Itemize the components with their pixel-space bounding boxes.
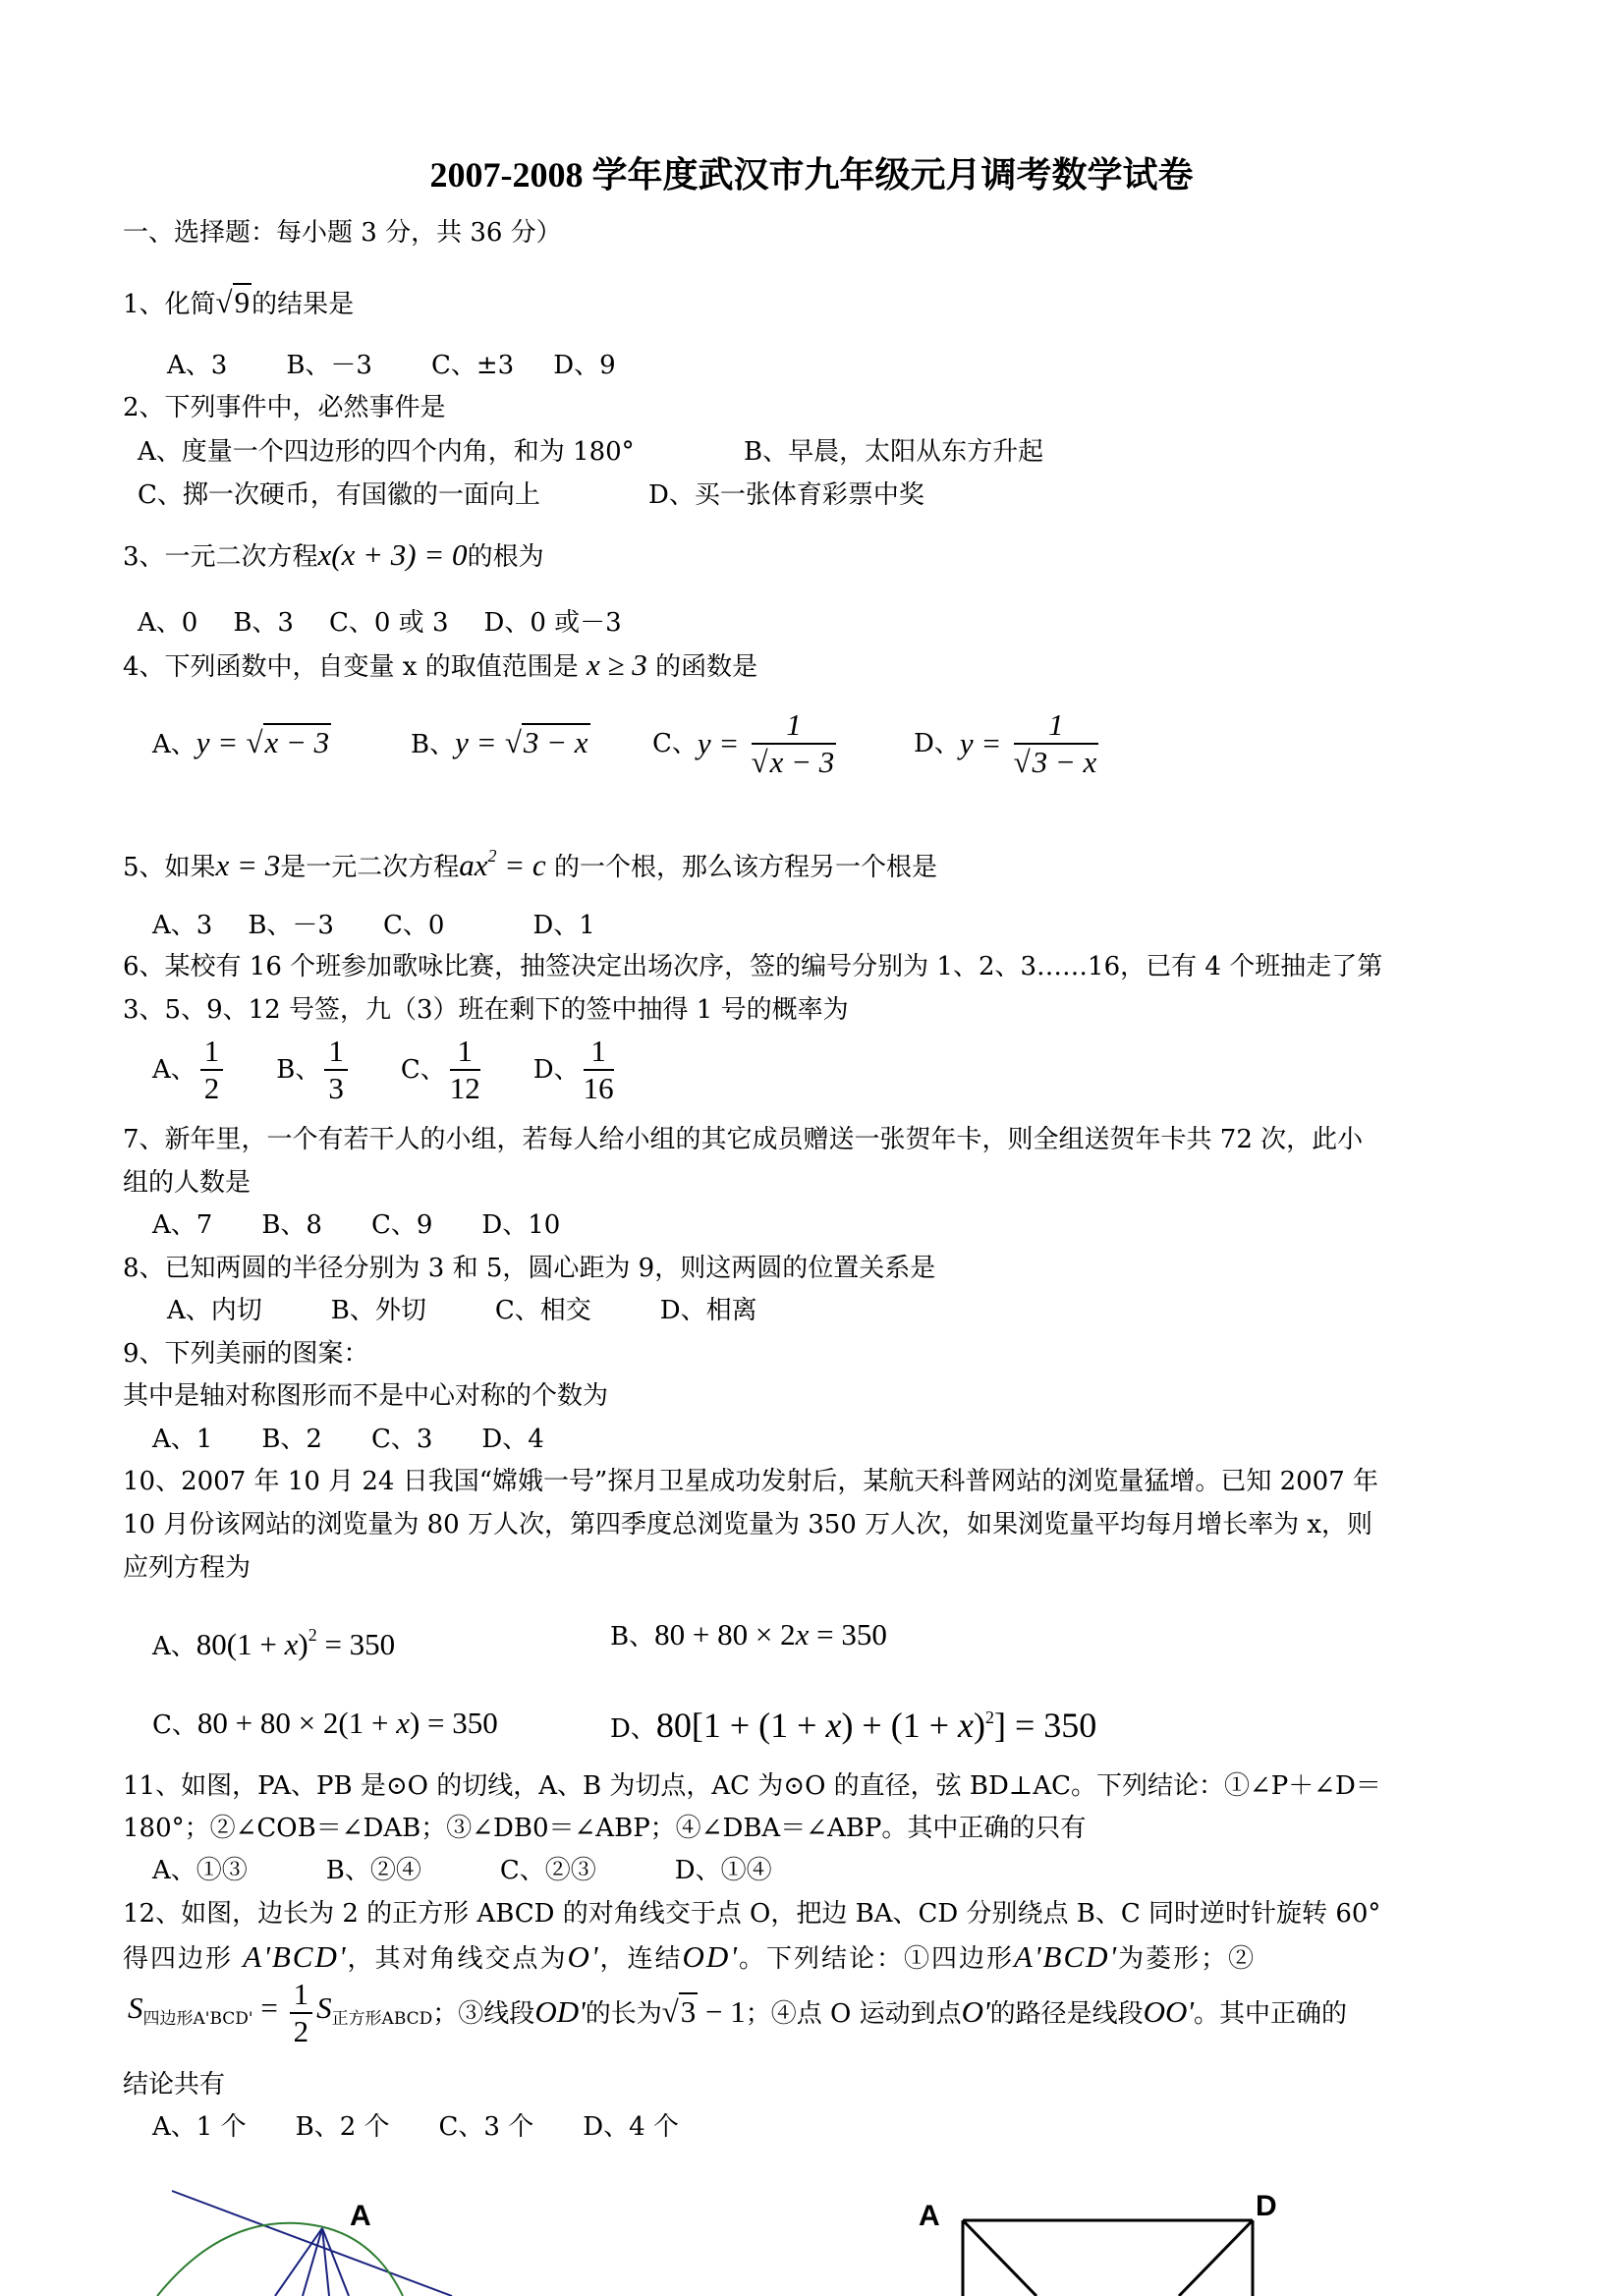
q12-line-3: $S_{四边形A'BCD'}$ = $\frac{1}{2}$ $S_{正方形ABCD}$；③线段OD'的长为√3 − 1；④点 O 运动到点O'的路径是线段OO'。其中正确的 bbox=[128, 1977, 1348, 2048]
q12-l3-s-1: S bbox=[128, 1989, 143, 2025]
q12-line-1: 12、如图，边长为 2 的正方形 ABCD 的对角线交于点 O，把边 BA、CD 分别绕点 B、C 同时逆时针旋转 60° bbox=[123, 1899, 1381, 1929]
q5-eq-exponent: 2 bbox=[487, 846, 497, 866]
q12-option-c: C、3 个 bbox=[438, 2112, 534, 2142]
q5-option-a: A、3 bbox=[152, 911, 213, 940]
q12-l2-point: O' bbox=[567, 1939, 600, 1974]
q6-option-c-label: C、 bbox=[400, 1055, 446, 1085]
q6-c-denominator: 12 bbox=[449, 1071, 480, 1105]
q5-option-d: D、1 bbox=[532, 911, 595, 940]
q6-c-numerator: 1 bbox=[450, 1034, 480, 1071]
q12-l2-c: ，连结 bbox=[599, 1944, 683, 1974]
q12-l3-e: 的路径是线段 bbox=[989, 1999, 1144, 2029]
q3-options bbox=[138, 605, 622, 641]
q9-line-1: 9、下列美丽的图案： bbox=[123, 1339, 369, 1369]
q5-eq-root: x = 3 bbox=[215, 848, 281, 882]
q1-stem-b: 的结果是 bbox=[252, 290, 355, 319]
q3-option-d: D、0 或－3 bbox=[483, 608, 622, 638]
q12-option-b: B、2 个 bbox=[295, 2112, 390, 2142]
q12-l3-radicand: 3 bbox=[680, 1994, 697, 2029]
q9-option-b: B、2 bbox=[261, 1425, 322, 1454]
q10-d-eq-1: 80[1 + (1 + bbox=[655, 1706, 826, 1745]
q12-l2-segment: OD' bbox=[682, 1939, 739, 1974]
q10-line-1: 10、2007 年 10 月 24 日我国“嫦娥一号”探月卫星成功发射后，某航天科普网站的浏览量猛增。已知 2007 年 bbox=[123, 1467, 1379, 1496]
q10-b-label: B、 bbox=[610, 1622, 655, 1652]
q2-option-a: A、度量一个四边形的四个内角，和为 180° bbox=[138, 437, 635, 467]
q4-c-lhs: y = bbox=[697, 726, 740, 760]
q6-a-denominator: 2 bbox=[203, 1071, 220, 1105]
q4-option-a: A、y = √x − 3 bbox=[152, 725, 330, 759]
question-4 bbox=[123, 647, 757, 685]
q12-l3-numerator: 1 bbox=[290, 1977, 313, 2014]
question-1: 1、化简√9的结果是 bbox=[123, 285, 355, 319]
question-8: 8、已知两圆的半径分别为 3 和 5，圆心距为 9，则这两圆的位置关系是 bbox=[123, 1254, 936, 1283]
q9-option-d: D、4 bbox=[481, 1425, 544, 1454]
q6-options bbox=[152, 1034, 618, 1106]
q4-d-label: D、 bbox=[914, 729, 960, 758]
q6-a-numerator: 1 bbox=[200, 1034, 224, 1071]
q12-l3-f: 。其中正确的 bbox=[1194, 1999, 1348, 2029]
q10-line-3: 应列方程为 bbox=[123, 1553, 252, 1583]
q4-d-lhs: y = bbox=[959, 726, 1002, 760]
q10-option-c bbox=[152, 1706, 498, 1743]
fig1-label-a: A bbox=[350, 2200, 371, 2232]
q5-stem-b: 是一元二次方程 bbox=[280, 853, 460, 882]
q12-options bbox=[152, 2109, 679, 2145]
q2-option-b: B、早晨，太阳从东方升起 bbox=[744, 437, 1044, 467]
q2-option-d: D、买一张体育彩票中奖 bbox=[648, 480, 924, 510]
question-3 bbox=[123, 537, 544, 575]
q9-line-2: 其中是轴对称图形而不是中心对称的个数为 bbox=[123, 1381, 609, 1411]
q1-option-c: C、±3 bbox=[430, 351, 515, 380]
q4-a-lhs: y = bbox=[196, 725, 239, 759]
q1-options bbox=[167, 348, 616, 383]
q4-c-numerator: 1 bbox=[752, 707, 837, 745]
q1-radicand: 9 bbox=[234, 285, 251, 319]
q7-options bbox=[152, 1207, 560, 1243]
q11-line-1: 11、如图，PA、PB 是⊙O 的切线，A、B 为切点，AC 为⊙O 的直径，弦 BD⊥AC。下列结论：①∠P＋∠D＝ bbox=[123, 1771, 1381, 1801]
q4-condition: x ≥ 3 bbox=[587, 647, 647, 682]
q3-equation: x(x + 3) = 0 bbox=[317, 537, 468, 572]
q12-l3-path: OO' bbox=[1143, 1994, 1195, 2029]
q10-option-a bbox=[152, 1617, 395, 1664]
q9-option-a: A、1 bbox=[152, 1425, 213, 1454]
q8-option-a: A、内切 bbox=[167, 1296, 262, 1325]
q4-b-label: B、 bbox=[411, 730, 456, 759]
question-2: 2、下列事件中，必然事件是 bbox=[123, 393, 446, 422]
q11-option-d: D、①④ bbox=[674, 1856, 772, 1885]
q12-l3-denominator: 2 bbox=[293, 2014, 309, 2048]
q12-l2-quad-1: A'BCD' bbox=[243, 1939, 348, 1974]
q8-option-d: D、相离 bbox=[659, 1296, 757, 1325]
q10-b-x: x bbox=[795, 1617, 810, 1652]
q12-l3-a: ；③线段 bbox=[432, 1999, 535, 2029]
q4-option-b: B、y = √3 − x bbox=[411, 725, 588, 759]
q4-a-radicand: x − 3 bbox=[264, 725, 330, 759]
q11-line-2: 180°；②∠COB＝∠DAB；③∠DB0＝∠ABP；④∠DBA＝∠ABP。其中正确的只有 bbox=[123, 1814, 1087, 1843]
q12-option-a: A、1 个 bbox=[152, 2112, 247, 2142]
q12-l2-b: ，其对角线交点为 bbox=[347, 1944, 568, 1974]
q8-option-c: C、相交 bbox=[494, 1296, 591, 1325]
q10-b-eq-1: 80 + 80 × 2 bbox=[654, 1617, 796, 1652]
q10-c-eq-1: 80 + 80 × 2(1 + bbox=[196, 1706, 397, 1740]
q1-option-b: B、－3 bbox=[286, 351, 372, 380]
q3-stem-a: 3、一元二次方程 bbox=[123, 542, 318, 572]
q10-d-x-2: x bbox=[958, 1706, 975, 1745]
q12-l3-b: 的长为 bbox=[585, 1999, 662, 2029]
q10-option-b bbox=[610, 1617, 887, 1654]
q12-l3-sub-1: 四边形A'BCD' bbox=[142, 2008, 253, 2029]
q12-line-4: 结论共有 bbox=[123, 2070, 226, 2100]
q3-stem-b: 的根为 bbox=[467, 542, 544, 572]
q12-l3-segment: OD' bbox=[534, 1994, 586, 2029]
q10-c-label: C、 bbox=[152, 1710, 197, 1740]
q11-option-b: B、②④ bbox=[325, 1856, 421, 1885]
page-title: 2007-2008 学年度武汉市九年级元月调考数学试卷 bbox=[429, 155, 1194, 195]
q8-options bbox=[167, 1293, 757, 1328]
q6-option-d-label: D、 bbox=[532, 1055, 580, 1085]
q10-d-x-1: x bbox=[825, 1706, 842, 1745]
q4-c-radicand: x − 3 bbox=[769, 745, 835, 779]
q4-b-radicand: 3 − x bbox=[523, 725, 588, 759]
q11-option-c: C、②③ bbox=[499, 1856, 596, 1885]
q10-a-label: A、 bbox=[152, 1632, 196, 1661]
q5-stem-a: 5、如果 bbox=[123, 853, 216, 882]
q10-d-label: D、 bbox=[610, 1714, 656, 1744]
q1-option-a: A、3 bbox=[167, 351, 228, 380]
diagonal-ac bbox=[963, 2220, 1036, 2296]
q4-b-lhs: y = bbox=[455, 725, 497, 759]
q3-option-a: A、0 bbox=[138, 608, 198, 638]
q4-d-numerator: 1 bbox=[1014, 707, 1099, 745]
q12-l3-point: O' bbox=[961, 1994, 990, 2029]
q6-option-b-label: B、 bbox=[276, 1055, 321, 1085]
section-heading: 一、选择题：每小题 3 分，共 36 分） bbox=[123, 218, 562, 248]
q4-option-d: D、y = $\frac{1}{√3 - x}$ bbox=[914, 707, 1097, 779]
q10-d-eq-2: ) + (1 + bbox=[841, 1706, 959, 1745]
q10-a-eq-3: = 350 bbox=[316, 1627, 396, 1661]
q12-l2-e: 为菱形；② bbox=[1118, 1944, 1257, 1974]
q10-b-eq-2: = 350 bbox=[809, 1617, 887, 1652]
fig2-label-d: D bbox=[1256, 2191, 1277, 2222]
q5-eq-c: = c bbox=[496, 848, 546, 882]
q10-option-d bbox=[610, 1700, 1096, 1747]
q10-d-eq-3: ) bbox=[974, 1706, 986, 1745]
q2-option-c: C、掷一次硬币，有国徽的一面向上 bbox=[138, 480, 540, 510]
q10-a-eq-1: 80(1 + bbox=[196, 1627, 285, 1661]
q6-d-numerator: 1 bbox=[584, 1034, 614, 1071]
q9-option-c: C、3 bbox=[370, 1425, 433, 1454]
q4-a-label: A、 bbox=[152, 730, 196, 759]
q6-b-numerator: 1 bbox=[324, 1034, 348, 1071]
q5-option-c: C、0 bbox=[382, 911, 445, 940]
q4-c-label: C、 bbox=[652, 729, 698, 758]
q5-eq-ax: ax bbox=[459, 848, 488, 882]
q4-stem-a: 4、下列函数中，自变量 x 的取值范围是 bbox=[123, 652, 579, 682]
q12-l2-d: 。下列结论：①四边形 bbox=[738, 1944, 1014, 1974]
q12-l3-minus-one: − 1 bbox=[698, 1994, 746, 2029]
q12-option-d: D、4 个 bbox=[583, 2112, 679, 2142]
q10-c-eq-2: ) = 350 bbox=[409, 1706, 498, 1740]
q10-c-x: x bbox=[396, 1706, 410, 1740]
q5-option-b: B、－3 bbox=[248, 911, 334, 940]
q12-figure bbox=[914, 2191, 1287, 2296]
q12-l3-d: ；④点 O 运动到点 bbox=[745, 1999, 962, 2029]
q12-l3-s-2: S bbox=[316, 1989, 332, 2025]
q4-option-c: C、y = $\frac{1}{√x - 3}$ bbox=[652, 707, 835, 779]
q12-line-2 bbox=[123, 1939, 1256, 1977]
q12-l2-quad-2: A'BCD' bbox=[1013, 1939, 1119, 1974]
q7-option-a: A、7 bbox=[152, 1210, 213, 1240]
q7-option-d: D、10 bbox=[481, 1210, 561, 1240]
q11-options bbox=[152, 1853, 772, 1888]
q5-stem-c: 的一个根，那么该方程另一个根是 bbox=[553, 853, 937, 882]
q7-line-2: 组的人数是 bbox=[123, 1168, 252, 1198]
question-5 bbox=[123, 838, 937, 885]
chord-line-2 bbox=[303, 2228, 322, 2296]
q3-option-c: C、0 或 3 bbox=[328, 608, 449, 638]
q9-options bbox=[152, 1422, 544, 1457]
q8-option-b: B、外切 bbox=[330, 1296, 426, 1325]
diagonal-db bbox=[1179, 2220, 1253, 2296]
q3-option-b: B、3 bbox=[233, 608, 294, 638]
q10-a-eq-2: ) bbox=[298, 1627, 308, 1661]
q12-l2-a: 得四边形 bbox=[123, 1944, 234, 1974]
q7-option-c: C、9 bbox=[370, 1210, 433, 1240]
q4-stem-b: 的函数是 bbox=[655, 652, 758, 682]
q7-line-1: 7、新年里，一个有若干人的小组，若每人给小组的其它成员赠送一张贺年卡，则全组送贺年卡共 72 次，此小 bbox=[123, 1125, 1364, 1154]
q5-options bbox=[152, 908, 595, 943]
circle-arc bbox=[157, 2223, 403, 2296]
q7-option-b: B、8 bbox=[261, 1210, 322, 1240]
q12-l3-sub-2: 正方形ABCD bbox=[331, 2008, 433, 2029]
q6-d-denominator: 16 bbox=[583, 1071, 614, 1105]
q6-option-a-label: A、 bbox=[152, 1055, 196, 1085]
q10-a-exponent: 2 bbox=[308, 1625, 317, 1645]
q11-option-a: A、①③ bbox=[152, 1856, 248, 1885]
q10-a-x: x bbox=[284, 1627, 299, 1661]
q6-line-2: 3、5、9、12 号签，九（3）班在剩下的签中抽得 1 号的概率为 bbox=[123, 995, 849, 1025]
q11-figure bbox=[147, 2181, 472, 2296]
q6-line-1: 6、某校有 16 个班参加歌咏比赛，抽签决定出场次序，签的编号分别为 1、2、3……16，已有 4 个班抽走了第 bbox=[123, 952, 1383, 981]
q10-d-exponent: 2 bbox=[985, 1708, 995, 1727]
q12-l3-equals: = bbox=[252, 1989, 286, 2025]
q1-stem-a: 1、化简 bbox=[123, 290, 216, 319]
q6-b-denominator: 3 bbox=[328, 1071, 344, 1105]
fig2-label-a: A bbox=[919, 2200, 940, 2232]
q10-d-eq-4: ] = 350 bbox=[994, 1706, 1097, 1745]
q1-option-d: D、9 bbox=[553, 351, 616, 380]
q4-d-radicand: 3 − x bbox=[1032, 745, 1097, 779]
q10-line-2: 10 月份该网站的浏览量为 80 万人次，第四季度总浏览量为 350 万人次，如果浏览量平均每月增长率为 x，则 bbox=[123, 1510, 1373, 1540]
